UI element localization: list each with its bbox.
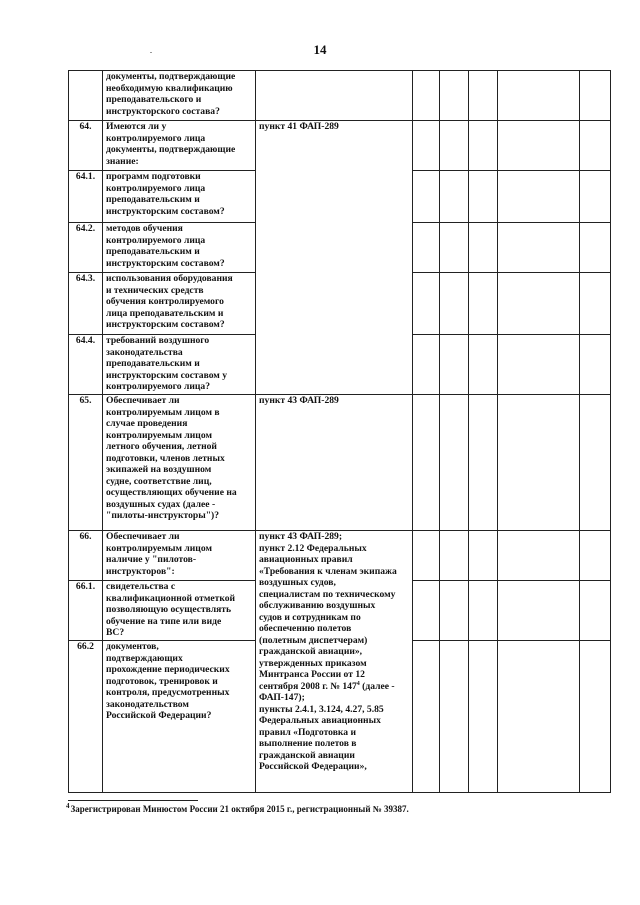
answer-cell: [440, 121, 469, 171]
answer-cell: [413, 335, 440, 395]
answer-cell: [469, 581, 498, 641]
answer-cell: [580, 531, 611, 581]
footnote: [66, 804, 611, 815]
requirement-text: Имеются ли у контролируемого лица документы, подтверждающие знание:: [103, 121, 256, 171]
requirement-text: использования оборудования и технических средств обучения контролируемого лица преподавательским и инструкторским составом?: [103, 273, 256, 335]
comment-cell: [498, 581, 580, 641]
reference-text-cont: (далее - ФАП-147); пункты 2.4.1, 3.124, 4.27, 5.85 Федеральных авиационных правил «Подготовка и выполнение полетов в гражданской авиации Российской Федерации»,: [259, 680, 395, 772]
footnote-divider: [68, 800, 198, 801]
answer-cell: [580, 395, 611, 531]
reference-cell: [256, 71, 413, 121]
answer-cell: [469, 531, 498, 581]
answer-cell: [413, 121, 440, 171]
answer-cell: [469, 641, 498, 793]
row-number: 65.: [69, 395, 103, 531]
row-number: 64.3.: [69, 273, 103, 335]
requirement-text: требований воздушного законодательства преподавательским и инструкторским составом у контролируемого лица?: [103, 335, 256, 395]
answer-cell: [440, 171, 469, 223]
page-number: 14: [313, 42, 327, 57]
row-number: 64.2.: [69, 223, 103, 273]
comment-cell: [498, 641, 580, 793]
answer-cell: [413, 171, 440, 223]
comment-cell: [498, 171, 580, 223]
answer-cell: [580, 641, 611, 793]
row-number: 64.4.: [69, 335, 103, 395]
footnote-mark: 4: [66, 802, 70, 810]
answer-cell: [413, 531, 440, 581]
requirement-text: программ подготовки контролируемого лица преподавательским и инструкторским составом?: [103, 171, 256, 223]
comment-cell: [498, 395, 580, 531]
checklist-table: [68, 70, 611, 793]
row-number: 64.: [69, 121, 103, 171]
answer-cell: [580, 71, 611, 121]
answer-cell: [413, 71, 440, 121]
answer-cell: [440, 395, 469, 531]
row-number: [69, 71, 103, 121]
answer-cell: [469, 171, 498, 223]
footnote-ref: 4: [356, 680, 360, 687]
reference-cell: пункт 43 ФАП-289: [256, 395, 413, 531]
requirement-text: Обеспечивает ли контролируемым лицом наличие у "пилотов- инструкторов":: [103, 531, 256, 581]
scan-speck: [150, 52, 152, 53]
answer-cell: [413, 641, 440, 793]
comment-cell: [498, 121, 580, 171]
answer-cell: [580, 581, 611, 641]
row-number: 66.: [69, 531, 103, 581]
row-number: 66.1.: [69, 581, 103, 641]
comment-cell: [498, 531, 580, 581]
answer-cell: [413, 223, 440, 273]
answer-cell: [469, 335, 498, 395]
answer-cell: [440, 581, 469, 641]
requirement-text: методов обучения контролируемого лица преподавательским и инструкторским составом?: [103, 223, 256, 273]
answer-cell: [469, 223, 498, 273]
reference-cell: [256, 531, 413, 793]
answer-cell: [469, 121, 498, 171]
table-row: [69, 531, 611, 581]
answer-cell: [440, 335, 469, 395]
answer-cell: [580, 171, 611, 223]
answer-cell: [580, 273, 611, 335]
answer-cell: [440, 531, 469, 581]
reference-cell: пункт 41 ФАП-289: [256, 121, 413, 395]
requirement-text: документы, подтверждающие необходимую квалификацию преподавательского и инструкторского состава?: [103, 71, 256, 121]
requirement-text: свидетельства с квалификационной отметкой позволяющую осуществлять обучение на типе или виде ВС?: [103, 581, 256, 641]
comment-cell: [498, 273, 580, 335]
table-row: [69, 395, 611, 531]
answer-cell: [440, 71, 469, 121]
table-row: [69, 71, 611, 121]
answer-cell: [413, 395, 440, 531]
answer-cell: [580, 121, 611, 171]
footnote-text: Зарегистрирован Минюстом России 21 октября 2015 г., регистрационный № 39387.: [70, 804, 409, 814]
comment-cell: [498, 223, 580, 273]
answer-cell: [580, 223, 611, 273]
answer-cell: [580, 335, 611, 395]
answer-cell: [413, 273, 440, 335]
row-number: 64.1.: [69, 171, 103, 223]
answer-cell: [440, 223, 469, 273]
comment-cell: [498, 71, 580, 121]
requirement-text: Обеспечивает ли контролируемым лицом в случае проведения контролируемым лицом летного обучения, летной подготовки, членов летных экипажей на воздушном судне, соответствие лиц, осуществляющих обучение на воздушных судах (далее - "пилоты-инструкторы")?: [103, 395, 256, 531]
answer-cell: [469, 71, 498, 121]
reference-text: пункт 43 ФАП-289; пункт 2.12 Федеральных авиационных правил «Требования к членам экипажа воздушных судов, специалистам по техническому обслуживанию воздушных судов и сотрудникам по обеспечению полетов (полетным диспетчерам) гражданской авиации», утвержденных приказом Минтранса России от 12 сентября 2008 г. № 147: [259, 531, 397, 692]
table-row: [69, 121, 611, 171]
answer-cell: [469, 273, 498, 335]
row-number: 66.2: [69, 641, 103, 793]
answer-cell: [440, 641, 469, 793]
comment-cell: [498, 335, 580, 395]
answer-cell: [413, 581, 440, 641]
answer-cell: [440, 273, 469, 335]
requirement-text: документов, подтверждающих прохождение периодических подготовок, тренировок и контроля, предусмотренных законодательством Российской Федерации?: [103, 641, 256, 793]
answer-cell: [469, 395, 498, 531]
